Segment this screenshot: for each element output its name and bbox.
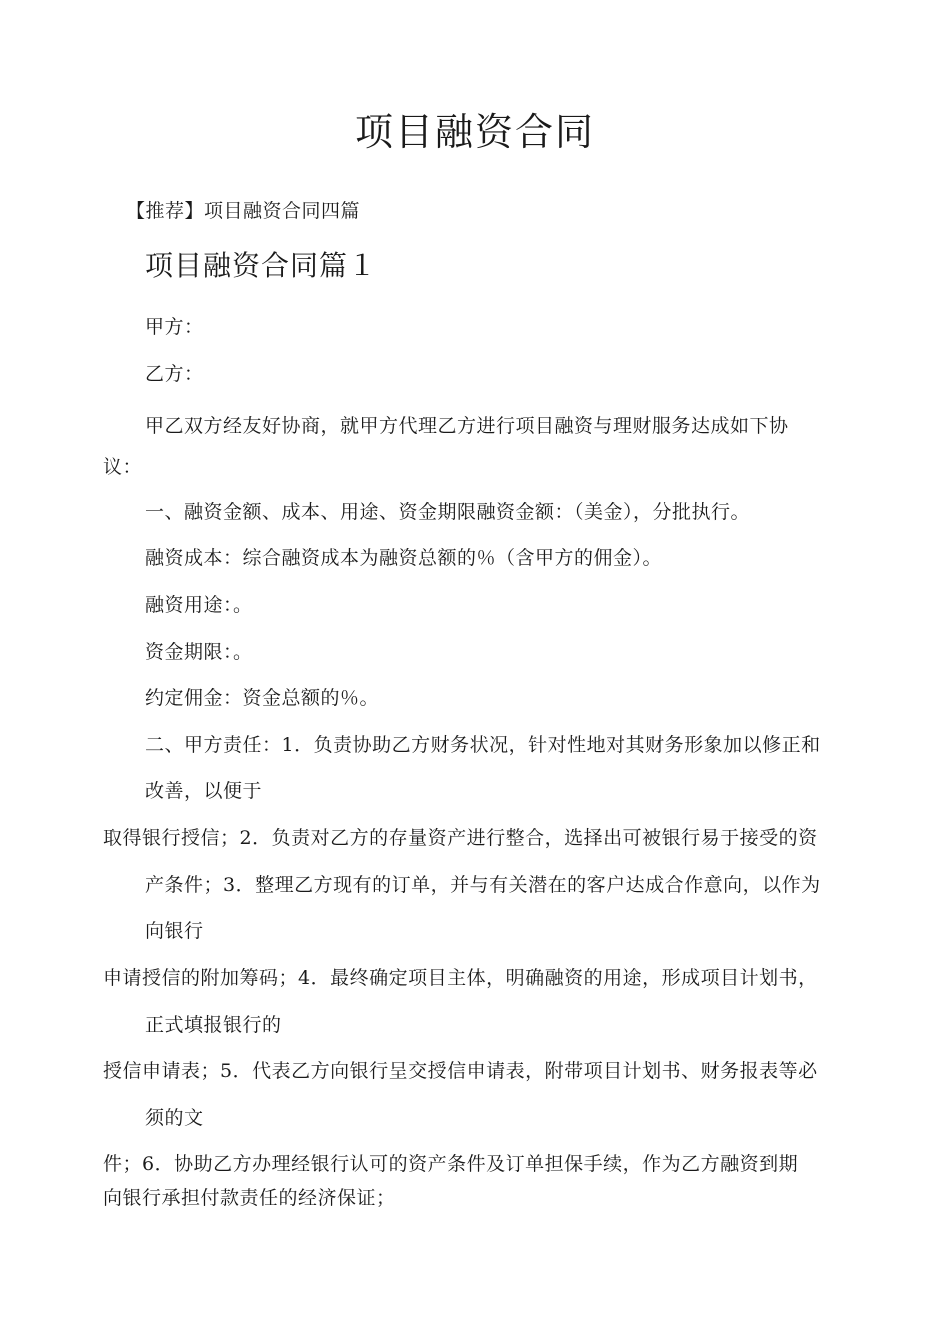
paragraph-line: 约定佣金：资金总额的％。 (145, 687, 380, 709)
paragraph-line: 融资成本：综合融资成本为融资总额的％（含甲方的佣金）。 (145, 547, 663, 569)
paragraph-line: 产条件；3．整理乙方现有的订单，并与有关潜在的客户达成合作意向，以作为 (145, 874, 821, 896)
document-title: 项目融资合同 (354, 110, 595, 154)
paragraph-line: 取得银行授信；2．负责对乙方的存量资产进行整合，选择出可被银行易于接受的资 (103, 827, 818, 849)
paragraph-line: 申请授信的附加筹码；4．最终确定项目主体，明确融资的用途，形成项目计划书， (103, 967, 818, 989)
paragraph-line: 二、甲方责任：1．负责协助乙方财务状况，针对性地对其财务形象加以修正和 (145, 734, 821, 756)
paragraph-line: 一、融资金额、成本、用途、资金期限融资金额：（美金），分批执行。 (145, 501, 751, 523)
party-b-line: 乙方： (145, 363, 204, 385)
section-heading: 项目融资合同篇１ (145, 249, 378, 282)
paragraph-line: 融资用途：。 (145, 594, 253, 616)
paragraph-line: 甲乙双方经友好协商，就甲方代理乙方进行项目融资与理财服务达成如下协 (145, 415, 789, 437)
party-a-line: 甲方： (145, 316, 204, 338)
paragraph-line: 须的文 (145, 1107, 204, 1129)
paragraph-line: 件；6．协助乙方办理经银行认可的资产条件及订单担保手续，作为乙方融资到期 (103, 1153, 799, 1175)
paragraph-line: 向银行 (145, 920, 204, 942)
paragraph-line: 改善，以便于 (145, 780, 263, 802)
paragraph-line: 议： (103, 456, 143, 478)
paragraph-line: 资金期限：。 (145, 641, 253, 663)
recommend-line: 【推荐】项目融资合同四篇 (126, 200, 361, 222)
paragraph-line: 授信申请表；5．代表乙方向银行呈交授信申请表，附带项目计划书、财务报表等必 (103, 1060, 818, 1082)
paragraph-line: 向银行承担付款责任的经济保证； (103, 1187, 396, 1209)
paragraph-line: 正式填报银行的 (145, 1014, 282, 1036)
